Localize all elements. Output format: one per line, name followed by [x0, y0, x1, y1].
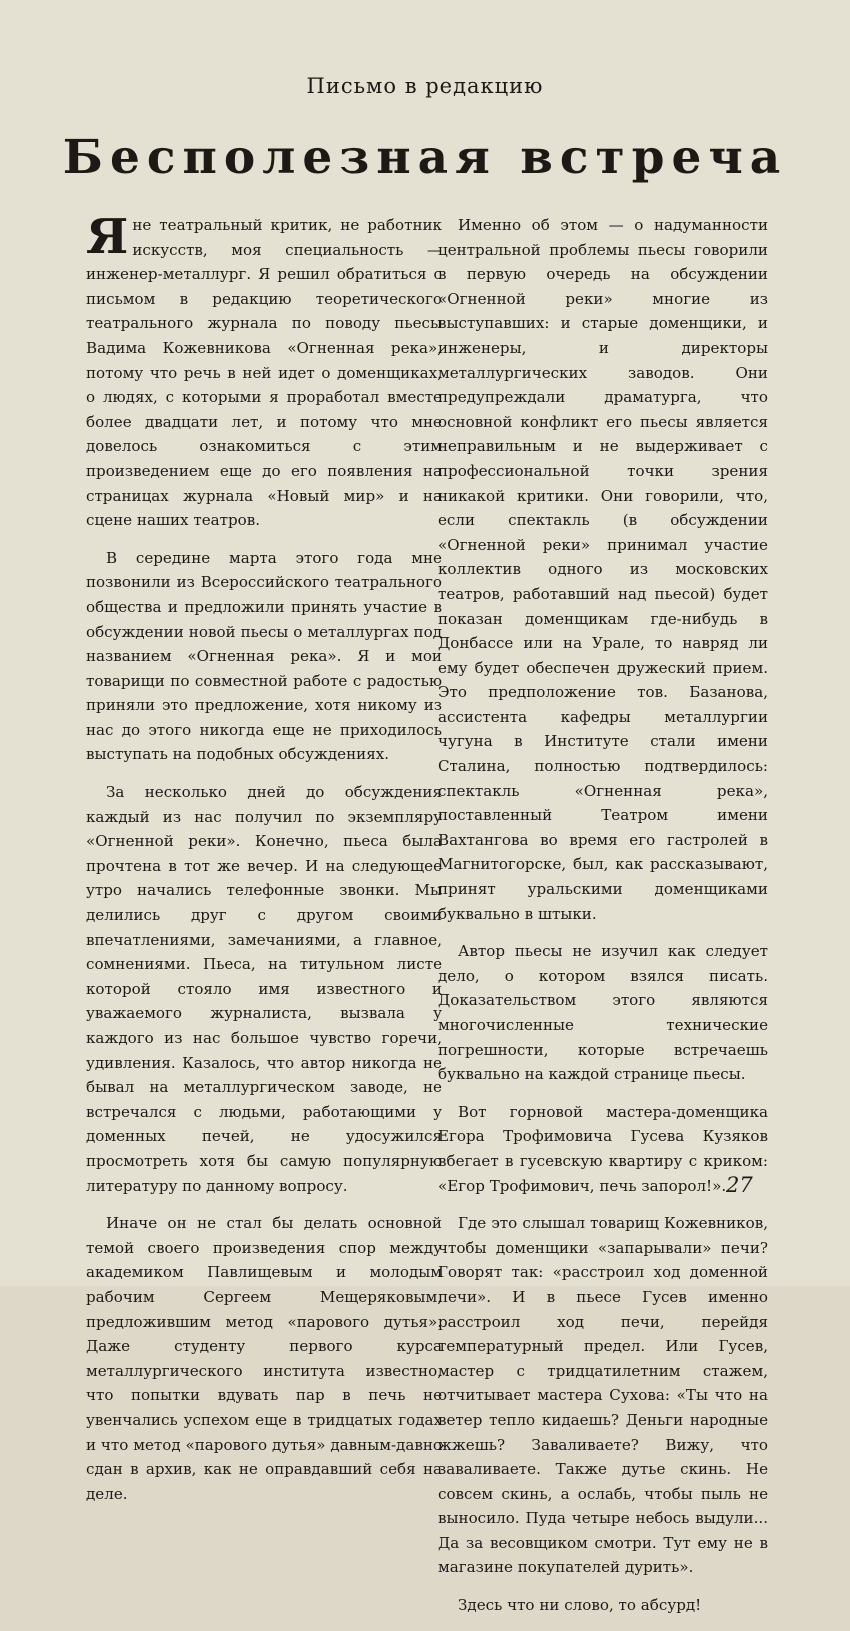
left-column — [86, 209, 442, 1519]
paragraph: Вот горновой мастера-доменщика Егора Трофимовича Гусева Кузяков вбегает в гусевскую квартиру с криком: «Егор Трофимович, печь запорол!». — [438, 1102, 768, 1195]
paragraph: Именно об этом — о надуманности центральной проблемы пьесы говорили в первую очередь на обсуждении «Огненной реки» многие из выступавших: и старые доменщики, и инженеры, и директоры металлургических заводов. Они предупреждали драматурга, что основной конфликт его пьесы является неправильным и не выдерживает с профессиональной точки зрения никакой критики. Они говорили, что, если спектакль (в обсуждении «Огненной реки» принимал участие коллектив одного из московских театров, работавший над пьесой) будет показан доменщикам где-нибудь в Донбассе или на Урале, то навряд ли ему будет обеспечен дружеский прием. Это предположение тов. Базанова, ассистента кафедры металлургии чугуна в Институте стали имени Сталина, полностью подтвердилось: спектакль «Огненная река», поставленный Театром имени Вахтангова во время его гастролей в Магнитогорске, был, как рассказывают, принят уральскими доменщиками буквально в штыки. — [438, 216, 768, 923]
paragraph: Где это слышал товарищ Кожевников, чтобы доменщики «запарывали» печи? Говорят так: «расстроил ход доменной печи». И в пьесе Гусев именно расстроил ход печи, перейдя температурный предел. Или Гусев, мастер с тридцатилетним стажем, отчитывает мастера Сухова: «Ты что на ветер тепло кидаешь? Деньги народные жжешь? Заваливаете? Вижу, что заваливаете. Также дутье скинь. Не совсем скинь, а ослабь, чтобы пыль не выносило. Пуда четыре небось выдули... Да за весовщиком смотри. Тут ему не в магазине покупателей дурить». — [438, 1214, 768, 1577]
article-title: Бесполезная встреча — [62, 130, 788, 185]
page-number: 27 — [726, 1173, 753, 1197]
paragraph: Яне театральный критик, не работник искусств, моя специальность — инженер-металлург. Я решил обратиться с письмом в редакцию теоретического театрального журнала по поводу пьесы Вадима Кожевникова «Огненная река», потому что речь в ней идет о доменщиках, о людях, с которыми я проработал вместе более двадцати лет, и потому что мне довелось ознакомиться с этим произведением еще до его появления на страницах журнала «Новый мир» и на сцене наших театров. — [86, 209, 442, 530]
paragraph: Здесь что ни слово, то абсурд! — [458, 1596, 702, 1615]
drop-cap: Я — [86, 209, 129, 265]
rubric-heading: Письмо в редакцию — [306, 74, 544, 98]
paragraph: За несколько дней до обсуждения каждый из нас получил по экземпляру «Огненной реки». Конечно, пьеса была прочтена в тот же вечер. И на следующее утро начались телефонные звонки. Мы делились друг с другом своими впечатлениями, замечаниями, а главное, сомнениями. Пьеса, на титульном листе которой стояло имя известного и уважаемого журналиста, вызвала у каждого из нас большое чувство горечи, удивления. Казалось, что автор никогда не бывал на металлургическом заводе, не встречался с людьми, работающими у доменных печей, не удосужился просмотреть хотя бы самую популярную литературу по данному вопросу. — [86, 783, 442, 1195]
paragraph: Автор пьесы не изучил как следует дело, о котором взялся писать. Доказательством этого являются многочисленные технические погрешности, которые встречаешь буквально на каждой странице пьесы. — [438, 942, 768, 1084]
paragraph: В середине марта этого года мне позвонили из Всероссийского театрального общества и предложили принять участие в обсуждении новой пьесы о металлургах под названием «Огненная река». Я и мои товарищи по совместной работе с радостью приняли это предложение, хотя никому из нас до этого никогда еще не приходилось выступать на подобных обсуждениях. — [86, 548, 442, 764]
paragraph: Иначе он не стал бы делать основной темой своего произведения спор между академиком Павлищевым и молодым рабочим Сергеем Мещеряковым, предложившим метод «парового дутья». Даже студенту первого курса металлургического института известно, что попытки вдувать пар в печь не увенчались успехом еще в тридцатых годах и что метод «парового дутья» давным-давно сдан в архив, как не оправдавший себя на деле. — [86, 1214, 442, 1503]
right-column — [438, 213, 768, 1631]
